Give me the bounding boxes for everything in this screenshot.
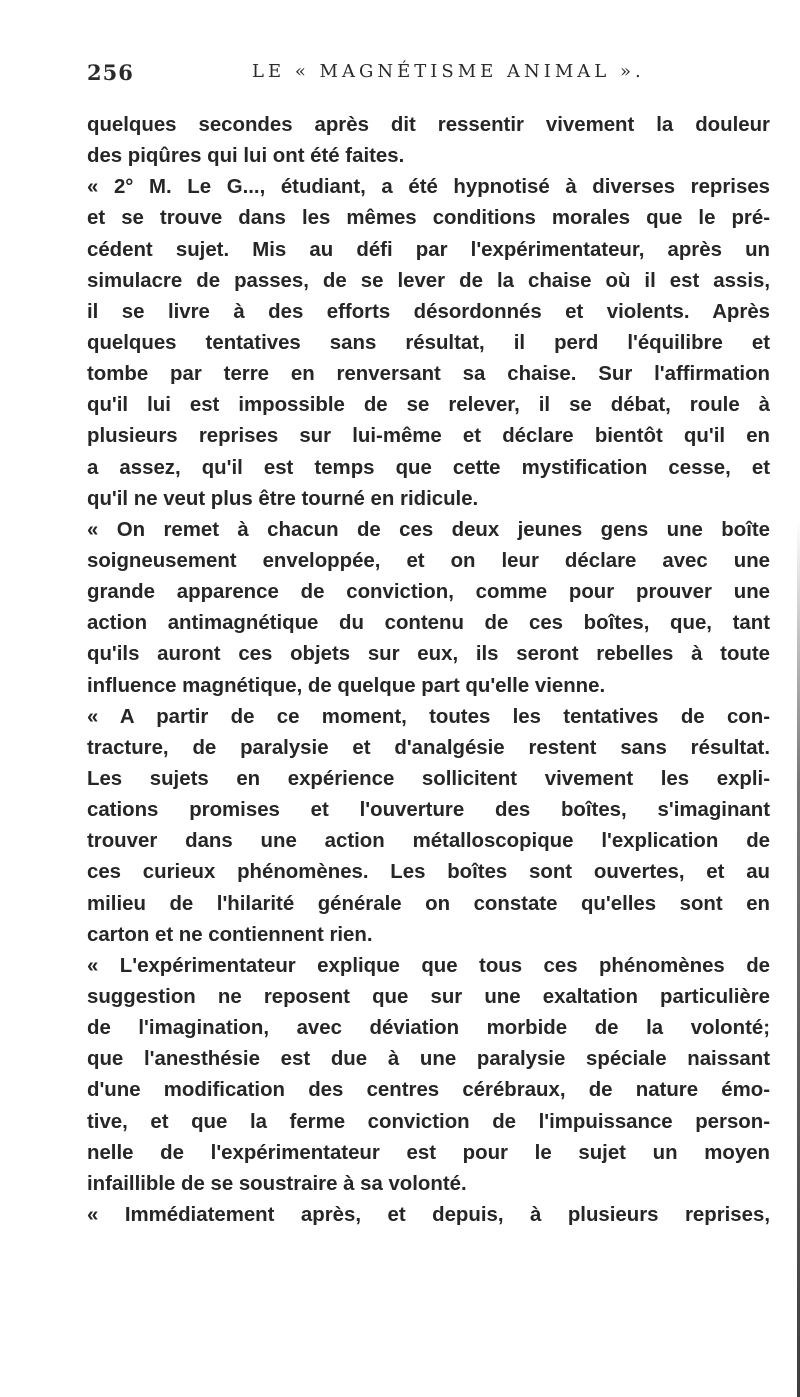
text-line: des piqûres qui lui ont été faites.: [87, 145, 405, 168]
text-line: a assez, qu'il est temps que cette mystification cesse, et: [87, 456, 770, 479]
body-text: [87, 110, 770, 1231]
text-line: action antimagnétique du contenu de ces boîtes, que, tant: [87, 612, 770, 635]
text-line: soigneusement enveloppée, et on leur déclare avec une: [87, 549, 770, 572]
text-line: influence magnétique, de quelque part qu'elle vienne.: [87, 674, 606, 697]
text-line: d'une modification des centres cérébraux, de nature émo-: [87, 1079, 770, 1102]
text-line: il se livre à des efforts désordonnés et violents. Après: [87, 300, 770, 323]
text-line: tombe par terre en renversant sa chaise. Sur l'affirmation: [87, 363, 770, 386]
page-header: [87, 60, 777, 92]
text-line: carton et ne contiennent rien.: [87, 923, 373, 946]
text-line: ces curieux phénomènes. Les boîtes sont ouvertes, et au: [87, 861, 770, 884]
text-line: grande apparence de conviction, comme pour prouver une: [87, 581, 770, 604]
text-line: nelle de l'expérimentateur est pour le sujet un moyen: [87, 1141, 770, 1164]
text-line: qu'il lui est impossible de se relever, il se débat, roule à: [87, 394, 770, 417]
text-line: tracture, de paralysie et d'analgésie restent sans résultat.: [87, 736, 770, 759]
text-line: « A partir de ce moment, toutes les tentatives de con-: [87, 705, 770, 728]
page-number: 256: [87, 60, 134, 85]
text-line: trouver dans une action métalloscopique l'explication de: [87, 830, 770, 853]
text-line: qu'il ne veut plus être tourné en ridicule.: [87, 487, 479, 510]
text-line: « On remet à chacun de ces deux jeunes gens une boîte: [87, 518, 770, 541]
text-line: et se trouve dans les mêmes conditions morales que le pré-: [87, 207, 770, 230]
text-line: cations promises et l'ouverture des boîtes, s'imaginant: [87, 799, 770, 822]
text-line: milieu de l'hilarité générale on constate qu'elles sont en: [87, 892, 770, 915]
text-line: « L'expérimentateur explique que tous ces phénomènes de: [87, 954, 770, 977]
running-title: LE « MAGNÉTISME ANIMAL ».: [252, 61, 645, 82]
text-line: « Immédiatement après, et depuis, à plusieurs reprises,: [87, 1203, 770, 1226]
text-line: tive, et que la ferme conviction de l'impuissance person-: [87, 1110, 770, 1133]
text-line: Les sujets en expérience sollicitent vivement les expli-: [87, 767, 770, 790]
text-line: cédent sujet. Mis au défi par l'expérimentateur, après un: [87, 238, 770, 261]
text-line: plusieurs reprises sur lui-même et déclare bientôt qu'il en: [87, 425, 770, 448]
text-line: quelques secondes après dit ressentir vivement la douleur: [87, 114, 770, 136]
text-line: « 2° M. Le G..., étudiant, a été hypnotisé à diverses reprises: [87, 176, 770, 199]
text-line: suggestion ne reposent que sur une exaltation particulière: [87, 985, 770, 1008]
text-line: infaillible de se soustraire à sa volonté.: [87, 1172, 467, 1195]
text-line: que l'anesthésie est due à une paralysie spéciale naissant: [87, 1048, 770, 1071]
text-line: quelques tentatives sans résultat, il perd l'équilibre et: [87, 331, 770, 354]
text-line: de l'imagination, avec déviation morbide de la volonté;: [87, 1017, 770, 1040]
text-line: qu'ils auront ces objets sur eux, ils seront rebelles à toute: [87, 643, 770, 666]
text-line: simulacre de passes, de se lever de la chaise où il est assis,: [87, 269, 770, 292]
